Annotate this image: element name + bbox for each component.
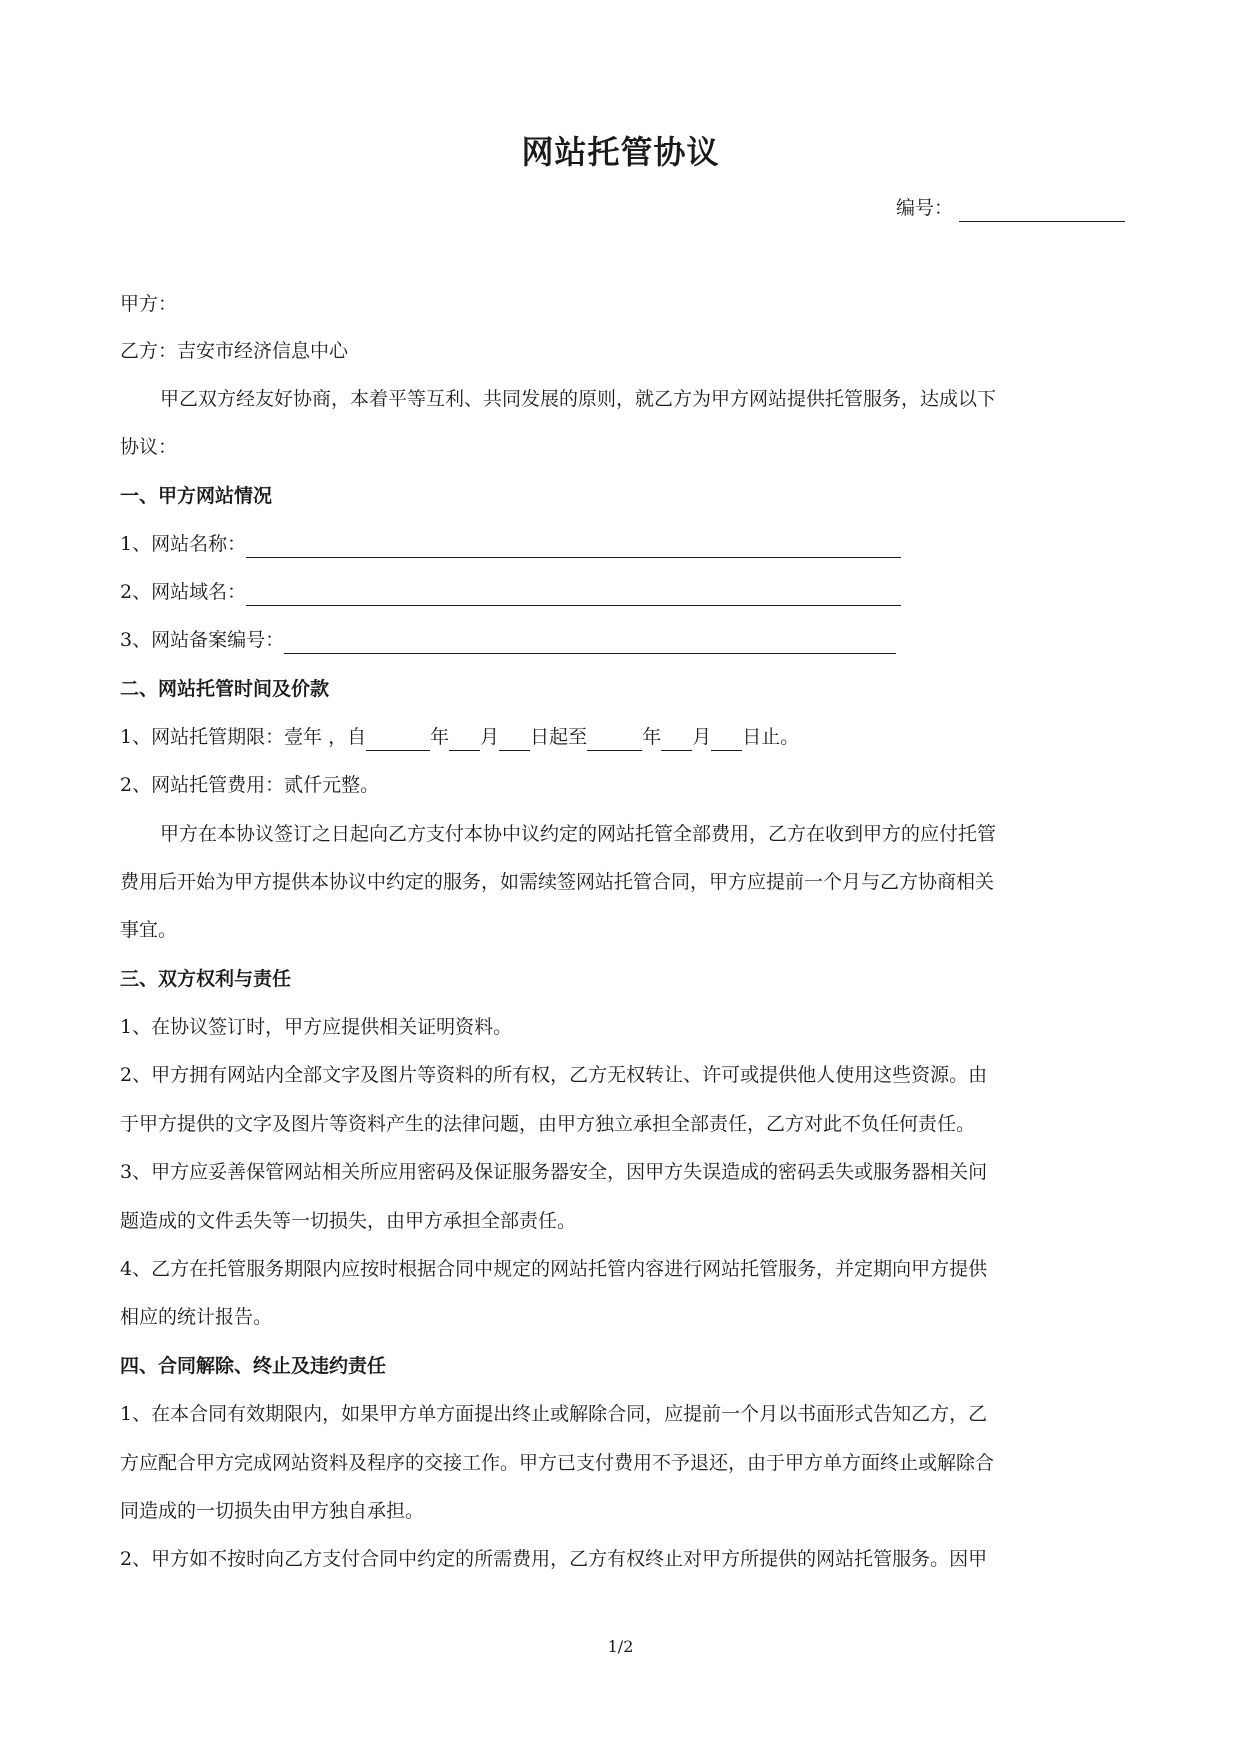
clause-line: 2、甲方拥有网站内全部文字及图片等资料的所有权，乙方无权转让、许可或提供他人使用这些资源。由 — [120, 1064, 988, 1086]
site-domain-line — [120, 578, 901, 606]
day-label: 日止。 — [742, 726, 800, 748]
doc-number — [896, 194, 1125, 222]
intro-line: 甲乙双方经友好协商，本着平等互利、共同发展的原则，就乙方为甲方网站提供托管服务，达成以下 — [160, 388, 997, 410]
doc-number-label: 编号： — [896, 197, 954, 219]
site-record-label: 3、网站备案编号： — [120, 629, 285, 651]
clause-line: 3、甲方应妥善保管网站相关所应用密码及保证服务器安全，因甲方失误造成的密码丢失或服务器相关问 — [120, 1161, 988, 1183]
start-month-blank — [449, 728, 480, 751]
clause-line: 题造成的文件丢失等一切损失，由甲方承担全部责任。 — [120, 1210, 577, 1232]
month-label: 月 — [692, 726, 712, 748]
fee-line: 2、网站托管费用：贰仟元整。 — [120, 774, 380, 796]
site-domain-label: 2、网站域名： — [120, 581, 247, 603]
page-title: 网站托管协议 — [521, 133, 720, 171]
year-label: 年 — [642, 726, 662, 748]
section-heading: 四、合同解除、终止及违约责任 — [120, 1355, 387, 1377]
end-year-blank — [587, 728, 642, 751]
clause-line: 相应的统计报告。 — [120, 1306, 273, 1328]
party-a: 甲方： — [120, 293, 178, 315]
site-name-label: 1、网站名称： — [120, 533, 247, 555]
month-label: 月 — [480, 726, 500, 748]
site-record-line — [120, 626, 896, 654]
end-month-blank — [661, 728, 692, 751]
intro-line: 协议： — [120, 436, 178, 458]
section-heading: 二、网站托管时间及价款 — [120, 678, 330, 700]
paragraph-line: 费用后开始为甲方提供本协议中约定的服务，如需续签网站托管合同，甲方应提前一个月与乙方协商相关 — [120, 871, 995, 893]
clause-line: 同造成的一切损失由甲方独自承担。 — [120, 1500, 425, 1522]
start-year-blank — [366, 728, 430, 751]
clause-line: 于甲方提供的文字及图片等资料产生的法律问题，由甲方独立承担全部责任，乙方对此不负任何责任。 — [120, 1113, 976, 1135]
paragraph-line: 甲方在本协议签订之日起向乙方支付本协中议约定的网站托管全部费用，乙方在收到甲方的应付托管 — [160, 823, 997, 845]
section-heading: 三、双方权利与责任 — [120, 968, 292, 990]
end-day-blank — [711, 728, 742, 751]
clause-line: 2、甲方如不按时向乙方支付合同中约定的所需费用，乙方有权终止对甲方所提供的网站托管服务。因甲 — [120, 1548, 988, 1570]
year-label: 年 — [430, 726, 450, 748]
page-number: 1/2 — [607, 1637, 634, 1656]
term-prefix: 1、网站托管期限：壹年 ，自 — [120, 726, 367, 748]
clause-line: 方应配合甲方完成网站资料及程序的交接工作。甲方已支付费用不予退还，由于甲方单方面终止或解除合 — [120, 1452, 995, 1474]
site-domain-blank — [246, 583, 901, 606]
clause-line: 1、在本合同有效期限内，如果甲方单方面提出终止或解除合同，应提前一个月以书面形式告知乙方，乙 — [120, 1403, 988, 1425]
site-record-blank — [284, 631, 896, 654]
clause-line: 4、乙方在托管服务期限内应按时根据合同中规定的网站托管内容进行网站托管服务，并定期向甲方提供 — [120, 1258, 988, 1280]
site-name-line — [120, 530, 901, 558]
day-label: 日起至 — [530, 726, 588, 748]
term-line — [120, 723, 799, 751]
paragraph-line: 事宜。 — [120, 919, 178, 941]
party-b: 乙方：吉安市经济信息中心 — [120, 340, 349, 362]
section-heading: 一、甲方网站情况 — [120, 485, 273, 507]
clause-line: 1、在协议签订时，甲方应提供相关证明资料。 — [120, 1016, 513, 1038]
start-day-blank — [499, 728, 530, 751]
site-name-blank — [246, 535, 901, 558]
doc-number-blank — [959, 199, 1125, 222]
